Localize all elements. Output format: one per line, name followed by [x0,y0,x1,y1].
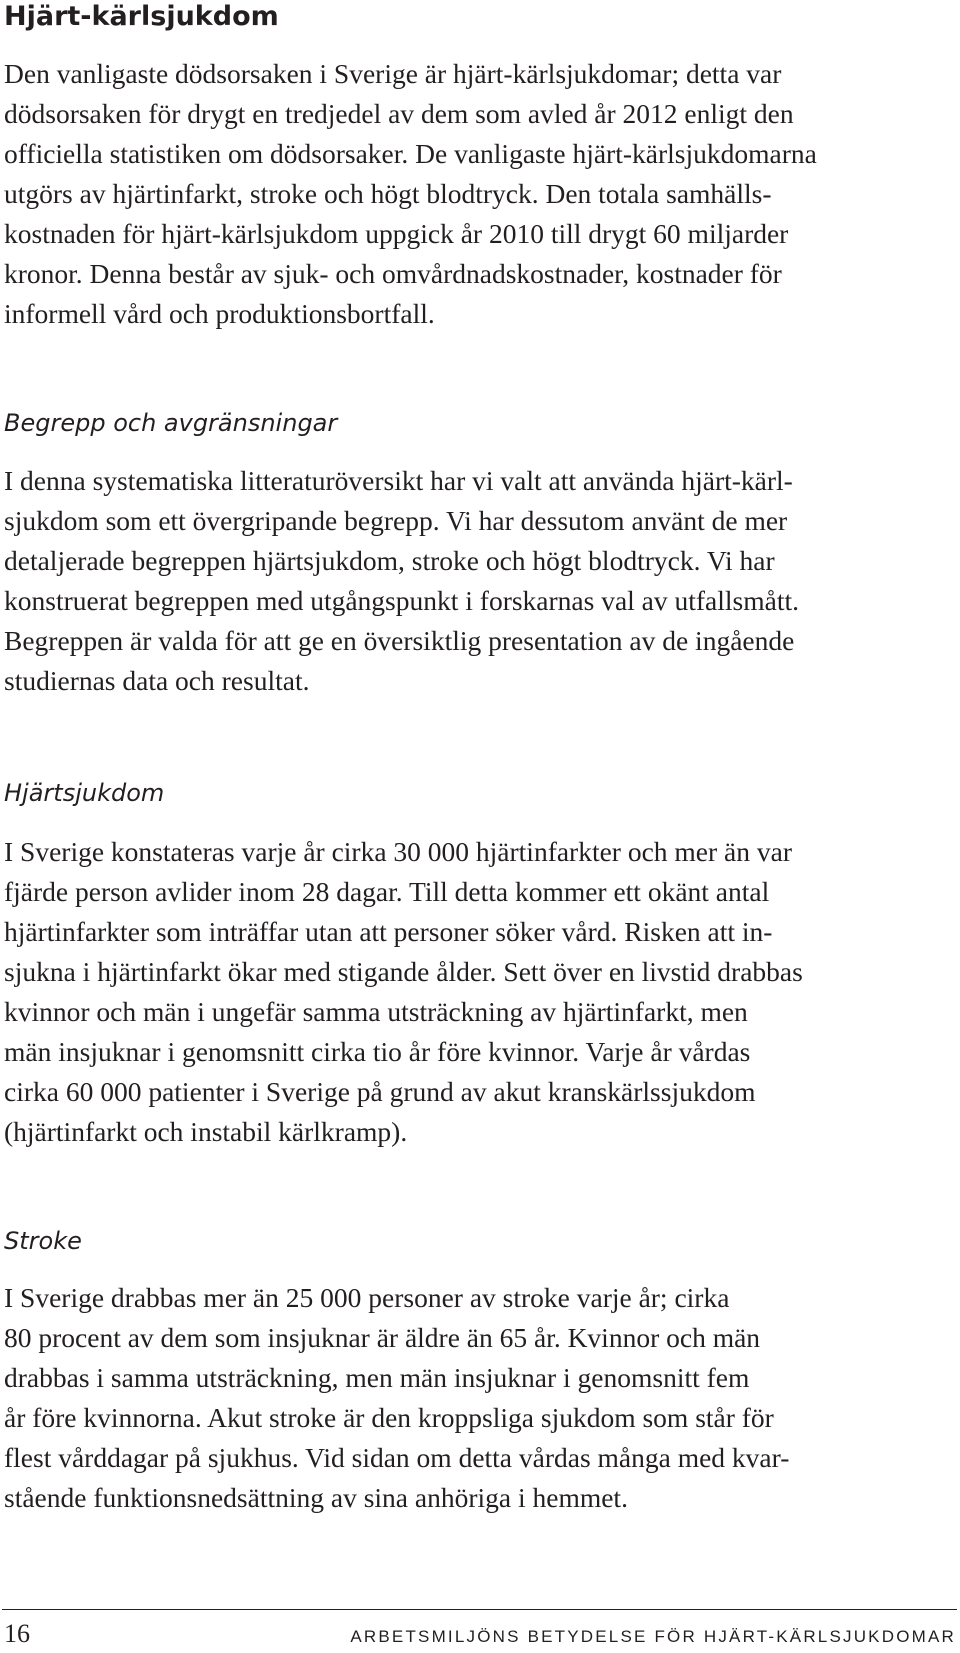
paragraph-line: 80 procent av dem som insjuknar är äldre än 65 år. Kvinnor och män [4,1322,761,1353]
section-heading-begrepp: Begrepp och avgränsningar [4,409,338,437]
paragraph-line: konstruerat begreppen med utgångspunkt i forskarnas val av utfallsmått. [4,585,799,616]
section-heading-hjartsjukdom: Hjärtsjukdom [4,779,165,807]
page-number: 16 [4,1619,30,1648]
begrepp-paragraph [4,461,944,701]
paragraph-line: flest vårddagar på sjukhus. Vid sidan om detta vårdas många med kvar- [4,1442,790,1473]
paragraph-line: I Sverige drabbas mer än 25 000 personer av stroke varje år; cirka [4,1282,730,1313]
section-heading-stroke: Stroke [4,1227,82,1255]
paragraph-line: år före kvinnorna. Akut stroke är den kroppsliga sjukdom som står för [4,1402,774,1433]
paragraph-line: kronor. Denna består av sjuk- och omvårdnadskostnader, kostnader för [4,258,782,289]
paragraph-line: informell vård och produktionsbortfall. [4,298,435,329]
page-title: Hjärt-kärlsjukdom [4,1,279,32]
paragraph-line: Begreppen är valda för att ge en översiktlig presentation av de ingående [4,625,795,656]
stroke-paragraph [4,1278,944,1518]
paragraph-line: detaljerade begreppen hjärtsjukdom, stroke och högt blodtryck. Vi har [4,545,775,576]
paragraph-line: dödsorsaken för drygt en tredjedel av dem som avled år 2012 enligt den [4,98,794,129]
footer-divider [2,1609,957,1610]
intro-paragraph [4,54,944,334]
paragraph-line: Den vanligaste dödsorsaken i Sverige är hjärt-kärlsjukdomar; detta var [4,58,782,89]
paragraph-line: sjukna i hjärtinfarkt ökar med stigande ålder. Sett över en livstid drabbas [4,956,803,987]
paragraph-line: män insjuknar i genomsnitt cirka tio år före kvinnor. Varje år vårdas [4,1036,751,1067]
paragraph-line: I denna systematiska litteraturöversikt har vi valt att använda hjärt-kärl- [4,465,793,496]
paragraph-line: cirka 60 000 patienter i Sverige på grund av akut kranskärlssjukdom [4,1076,756,1107]
paragraph-line: utgörs av hjärtinfarkt, stroke och högt blodtryck. Den totala samhälls- [4,178,772,209]
hjartsjukdom-paragraph [4,832,944,1152]
paragraph-line: kostnaden för hjärt-kärlsjukdom uppgick år 2010 till drygt 60 miljarder [4,218,789,249]
paragraph-line: fjärde person avlider inom 28 dagar. Till detta kommer ett okänt antal [4,876,770,907]
paragraph-line: kvinnor och män i ungefär samma utsträckning av hjärtinfarkt, men [4,996,748,1027]
paragraph-line: officiella statistiken om dödsorsaker. De vanligaste hjärt-kärlsjukdomarna [4,138,817,169]
paragraph-line: sjukdom som ett övergripande begrepp. Vi har dessutom använt de mer [4,505,788,536]
paragraph-line: I Sverige konstateras varje år cirka 30 000 hjärtinfarkter och mer än var [4,836,792,867]
running-title: ARBETSMILJÖNS BETYDELSE FÖR HJÄRT-KÄRLSJUKDOMAR [350,1627,956,1646]
paragraph-line: studiernas data och resultat. [4,665,310,696]
paragraph-line: drabbas i samma utsträckning, men män insjuknar i genomsnitt fem [4,1362,750,1393]
paragraph-line: hjärtinfarkter som inträffar utan att personer söker vård. Risken att in- [4,916,773,947]
paragraph-line: (hjärtinfarkt och instabil kärlkramp). [4,1116,408,1147]
paragraph-line: stående funktionsnedsättning av sina anhöriga i hemmet. [4,1482,628,1513]
